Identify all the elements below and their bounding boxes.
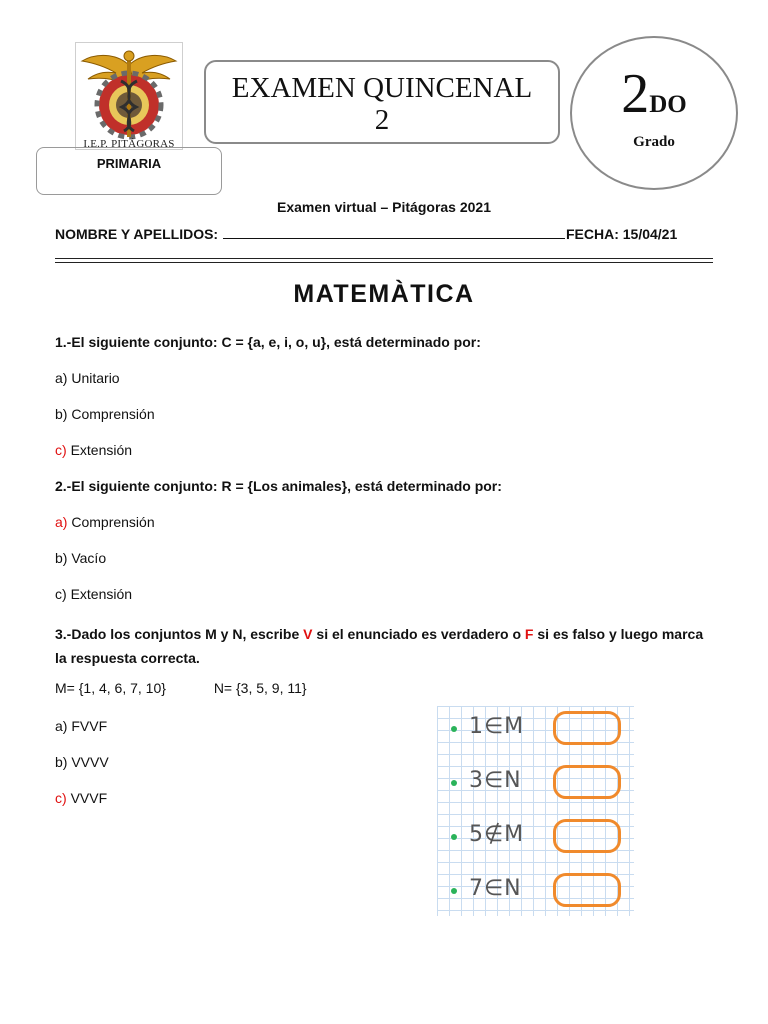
- option-text: Vacío: [71, 550, 107, 566]
- statement-text: 5∉M: [469, 822, 525, 847]
- statement-row: [445, 818, 630, 858]
- level-box: [36, 147, 222, 195]
- statement-text: 7∈N: [469, 876, 522, 901]
- set-m: M= {1, 4, 6, 7, 10}: [55, 680, 166, 696]
- option-letter-marked: c): [55, 790, 67, 806]
- bullet-icon: [451, 834, 457, 840]
- exam-title: EXAMEN QUINCENAL: [231, 72, 533, 104]
- option-text: Extensión: [70, 586, 133, 602]
- bullet-icon: [451, 888, 457, 894]
- grade-badge: [570, 36, 738, 190]
- statement-text: 3∈N: [469, 768, 522, 793]
- grade-number: 2: [621, 63, 650, 125]
- subject-title: MATEMÀTICA: [293, 280, 475, 308]
- set-n: N= {3, 5, 9, 11}: [213, 680, 307, 696]
- q1-option-a: [55, 370, 120, 386]
- option-letter-marked: c): [55, 442, 67, 458]
- name-label: NOMBRE Y APELLIDOS:: [55, 226, 219, 242]
- option-letter: b): [55, 550, 68, 566]
- question-3: [55, 622, 705, 670]
- grade-label: Grado: [633, 134, 675, 150]
- option-letter: b): [55, 406, 68, 422]
- statement-row: [445, 872, 630, 912]
- false-letter: F: [524, 626, 534, 642]
- option-letter: c): [55, 586, 67, 602]
- option-text: VVVV: [71, 754, 109, 770]
- true-letter: V: [303, 626, 313, 642]
- statement-text: 1∈M: [469, 714, 525, 739]
- answer-box[interactable]: [553, 873, 621, 907]
- q3-option-a: [55, 718, 107, 734]
- student-name-line: [55, 226, 677, 242]
- exam-subtitle: Examen virtual – Pitágoras 2021: [277, 199, 491, 215]
- statement-row: [445, 764, 630, 804]
- q1-option-b: [55, 406, 155, 422]
- school-logo: [75, 42, 183, 150]
- grade-suffix: DO: [649, 91, 687, 118]
- sets-definition: [55, 680, 307, 696]
- q3-text: si el enunciado es verdadero o: [312, 626, 525, 642]
- option-letter-marked: a): [55, 514, 68, 530]
- statement-row: [445, 710, 630, 750]
- level-label: PRIMARIA: [96, 156, 162, 171]
- q2-option-a: [55, 514, 155, 530]
- date-label: FECHA: 15/04/21: [565, 226, 678, 242]
- option-text: Extensión: [70, 442, 133, 458]
- option-letter: b): [55, 754, 68, 770]
- question-2: 2.-El siguiente conjunto: R = {Los animales}, está determinado por:: [55, 478, 502, 494]
- option-letter: a): [55, 718, 68, 734]
- option-text: VVVF: [70, 790, 108, 806]
- option-letter: a): [55, 370, 68, 386]
- bullet-icon: [451, 780, 457, 786]
- answer-box[interactable]: [553, 765, 621, 799]
- question-1: 1.-El siguiente conjunto: C = {a, e, i, o, u}, está determinado por:: [55, 334, 481, 350]
- option-text: Unitario: [71, 370, 120, 386]
- q2-option-b: [55, 550, 106, 566]
- answer-box[interactable]: [553, 711, 621, 745]
- option-text: Comprensión: [71, 514, 155, 530]
- q2-option-c: [55, 586, 132, 602]
- exam-title-box: [204, 60, 560, 144]
- q3-option-c: [55, 790, 107, 806]
- q3-text: si es falso y luego marca la respuesta correcta.: [55, 626, 704, 666]
- option-text: FVVF: [71, 718, 108, 734]
- answer-box[interactable]: [553, 819, 621, 853]
- option-text: Comprensión: [71, 406, 155, 422]
- logo-caption: I.E.P. PITÁGORAS: [83, 138, 175, 150]
- header-divider: [55, 258, 713, 263]
- name-blank-field[interactable]: [223, 226, 565, 239]
- q3-text: 3.-Dado los conjuntos M y N, escribe: [55, 626, 304, 642]
- bullet-icon: [451, 726, 457, 732]
- q3-option-b: [55, 754, 109, 770]
- q1-option-c: [55, 442, 132, 458]
- statements-panel: [437, 706, 634, 916]
- caduceus-emblem-icon: [76, 43, 182, 149]
- exam-number: 2: [374, 104, 390, 136]
